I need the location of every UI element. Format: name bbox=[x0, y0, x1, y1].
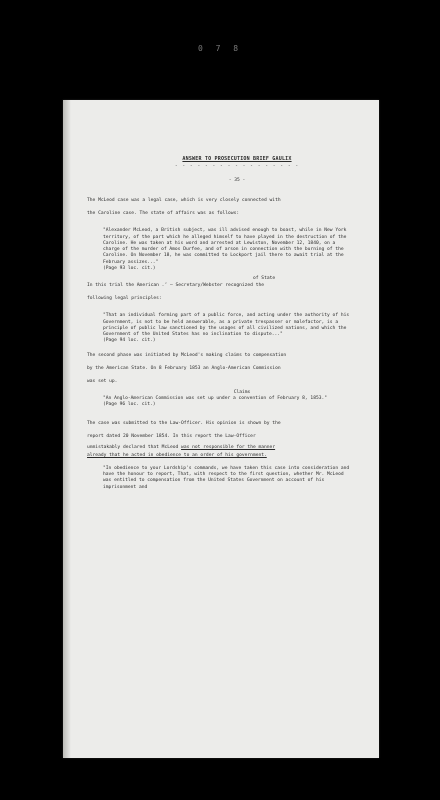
quote-3-reference: (Page 96 loc. cit.) bbox=[103, 402, 156, 408]
quote-2 bbox=[103, 313, 353, 344]
paragraph-1-line-2: the Caroline case. The state of affairs was as follows: bbox=[87, 211, 240, 217]
insert-of-state-row bbox=[87, 276, 367, 282]
paragraph-2-line-2: following legal principles: bbox=[87, 296, 162, 302]
paragraph-3-line-1: The second phase was initiated by McLeod's making claims to compensation bbox=[87, 352, 287, 358]
quote-1-reference: (Page 93 loc. cit.) bbox=[103, 266, 156, 271]
paragraph-4-underlined-phrase: was not responsible for the manner bbox=[181, 444, 276, 450]
paragraph-4-line-4: already that he acted in obedience to an order of his government. bbox=[87, 452, 267, 458]
frame-number: 0 7 8 bbox=[197, 44, 243, 53]
document-page bbox=[63, 100, 379, 758]
paragraph-4-line-3 bbox=[87, 443, 367, 452]
paragraph-4-line-3-start: unmistakably declared that McLeod bbox=[87, 444, 182, 450]
paragraph-2-line-1: In this trial the American .’ – Secretary/Webster recognized the bbox=[87, 283, 265, 289]
document-body bbox=[87, 156, 367, 495]
paragraph-3-line-3: was set up. bbox=[87, 378, 118, 384]
quote-1-text: "Alexander McLeod, a British subject, was ill advised enough to boast, while in New York territory, of the part which he alleged himself to have played in the destruction of the Caroline. He was taken at his word and arrested at Lewiston, November 12, 1840, on a charge of the murder of Amos Durfee, and of arson in connection with the burning of the Caroline. On November 18, he was committed to Lockport jail there to await trial at the February assizes..." bbox=[103, 228, 347, 265]
quote-2-text: "That an individual forming part of a public force, and acting under the authority of his Government, is not to be held answerable, as a private trespasser or malefactor, is a principle of public law sanctioned by the usages of all civilized nations, and which the Government of the United States has no inclination to dispute..." bbox=[103, 313, 350, 338]
quote-3-text: "An Anglo-American Commission was set up under a convention of February 8, 1853." bbox=[103, 396, 328, 402]
page-number: - 35 - bbox=[228, 177, 246, 183]
insert-of-state: of State bbox=[253, 276, 276, 282]
quote-1 bbox=[103, 228, 353, 272]
insert-claims: Claims bbox=[233, 389, 251, 395]
paragraph-1-line-1: The McLeod case was a legal case, which is very closely connected with bbox=[87, 198, 281, 204]
document-title: ANSWER TO PROSECUTION BRIEF GAULIX bbox=[182, 156, 292, 162]
quote-4 bbox=[103, 466, 353, 491]
quote-3 bbox=[103, 396, 353, 409]
quote-4-text: "In obedience to your Lordship's commands, we have taken this case into consideration and have the honour to report, That, with respect to the first question, whether Mr. McLeod was entitled to compensation from the United States Government on account of his imprisonment and bbox=[103, 465, 350, 490]
quote-2-reference: (Page 94 loc. cit.) bbox=[103, 338, 156, 344]
title-underline-dashes: - - - - - - - - - - - - - - - - - bbox=[174, 164, 300, 170]
paragraph-4-line-2: report dated 20 November 1854. In this report the Law-Officer bbox=[87, 433, 256, 439]
paragraph-4-line-1: The case was submitted to the Law-Officer. His opinion is shown by the bbox=[87, 420, 281, 426]
paragraph-3-line-2: by the American State. On 8 February 1853 an Anglo-American Commission bbox=[87, 365, 281, 371]
page-shadow-edge bbox=[63, 100, 71, 758]
